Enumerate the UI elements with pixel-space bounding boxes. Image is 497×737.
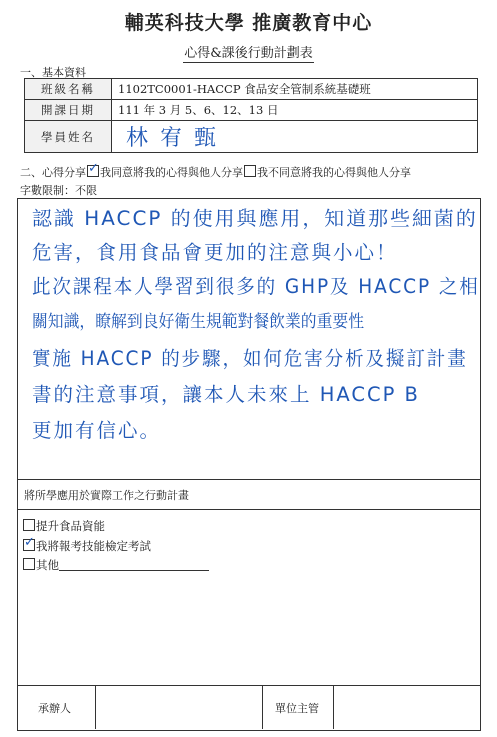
- class-name-label: 班級名稱: [25, 79, 112, 100]
- word-limit-note: 字數限制：不限: [20, 184, 97, 197]
- sharing-heading: 二、心得分享: [20, 166, 86, 179]
- form-subtitle: 心得&課後行動計劃表: [184, 46, 313, 61]
- handwritten-line: 關知識，瞭解到良好衛生規範對餐飲業的重要性: [32, 312, 365, 332]
- signature-footer: [17, 685, 481, 731]
- handwritten-line: 危害，食用食品會更加的注意與小心！: [32, 241, 398, 264]
- basic-info-table: [24, 78, 478, 153]
- basic-info-heading: 一、基本資料: [20, 66, 86, 79]
- supervisor-label: 單位主管: [275, 702, 319, 715]
- handler-label: 承辦人: [38, 702, 71, 715]
- action-plan-heading: 將所學應用於實際工作之行動計畫: [24, 489, 189, 502]
- plan-checkbox-improve[interactable]: [23, 519, 35, 531]
- plan-checkbox-other[interactable]: [23, 558, 35, 570]
- class-name-value: 1102TC0001-HACCP 食品安全管制系統基礎班: [112, 79, 478, 100]
- other-fill-line[interactable]: [59, 569, 209, 571]
- disagree-label: 我不同意將我的心得與他人分享: [257, 166, 411, 179]
- footer-divider: [95, 685, 96, 729]
- student-name-label: 學員姓名: [25, 121, 112, 153]
- table-row: [25, 121, 478, 153]
- plan-item-label: 提升食品資能: [36, 519, 105, 533]
- footer-divider: [333, 685, 334, 729]
- student-name-signature: 林宥甄: [112, 121, 478, 153]
- subtitle-underline: [183, 62, 314, 63]
- plan-checkbox-exam[interactable]: [23, 539, 35, 551]
- handwritten-line: 更加有信心。: [32, 419, 162, 442]
- course-date-label: 開課日期: [25, 100, 112, 121]
- course-date-value: 111 年 3 月 5、6、12、13 日: [112, 100, 478, 121]
- page-title: 輔英科技大學 推廣教育中心: [124, 12, 373, 34]
- handwritten-line: 書的注意事項，讓本人未來上 HACCP B: [32, 383, 420, 406]
- plan-item-improve-skills: [22, 518, 105, 534]
- reflection-box: [17, 198, 481, 480]
- plan-item-other: [22, 557, 209, 573]
- action-plan-divider: [17, 509, 480, 510]
- plan-item-skill-exam: [22, 538, 151, 554]
- plan-item-label: 其他: [36, 558, 59, 572]
- agree-checkbox[interactable]: [87, 165, 99, 177]
- table-row: [25, 100, 478, 121]
- agree-label: 我同意將我的心得與他人分享: [100, 166, 243, 179]
- footer-divider: [262, 685, 263, 729]
- handwritten-line: 實施 HACCP 的步驟，如何危害分析及擬訂計畫: [32, 347, 468, 370]
- handwritten-line: 認識 HACCP 的使用與應用，知道那些細菌的: [32, 207, 478, 230]
- sharing-consent-row: [20, 164, 411, 180]
- plan-item-label: 我將報考技能檢定考試: [36, 539, 151, 553]
- disagree-checkbox[interactable]: [244, 165, 256, 177]
- handwritten-line: 此次課程本人學習到很多的 GHP及 HACCP 之相: [32, 275, 480, 298]
- table-row: [25, 79, 478, 100]
